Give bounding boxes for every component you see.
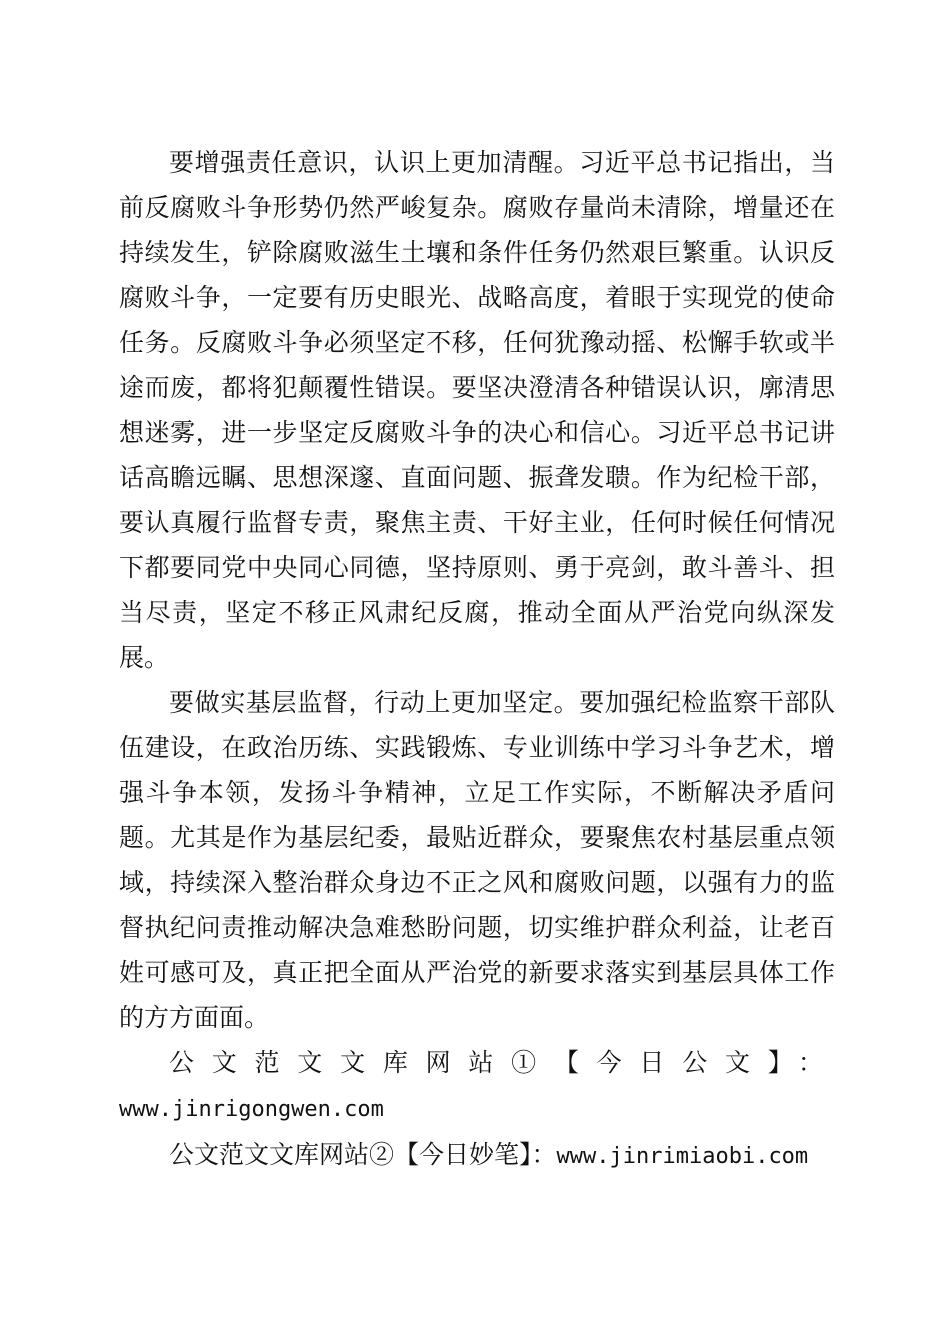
footer-link-1-label: 公文范文文库网站①【今日公文】： [169,1048,835,1077]
footer-link-1-url[interactable]: www.jinrigongwen.com [119,1097,384,1122]
footer-link-2-label: 公文范文文库网站②【今日妙笔】： [169,1140,557,1169]
footer-link-2 [119,1132,835,1179]
paragraph-2: 要做实基层监督，行动上更加坚定。要加强纪检监察干部队伍建设，在政治历练、实践锻炼、专业训练中学习斗争艺术，增强斗争本领，发扬斗争精神，立足工作实际，不断解决矛盾问题。尤其是作为基层纪委，最贴近群众，要聚焦农村基层重点领域，持续深入整治群众身边不正之风和腐败问题，以强有力的监督执纪问责推动解决急难愁盼问题，切实维护群众利益，让老百姓可感可及，真正把全面从严治党的新要求落实到基层具体工作的方方面面。 [119,688,835,1032]
footer-link-1 [119,1040,835,1132]
footer-link-2-url[interactable]: www.jinrimiaobi.com [556,1144,809,1169]
paragraph-1: 要增强责任意识，认识上更加清醒。习近平总书记指出，当前反腐败斗争形势仍然严峻复杂。腐败存量尚未清除，增量还在持续发生，铲除腐败滋生土壤和条件任务仍然艰巨繁重。认识反腐败斗争，一定要有历史眼光、战略高度，着眼于实现党的使命任务。反腐败斗争必须坚定不移，任何犹豫动摇、松懈手软或半途而废，都将犯颠覆性错误。要坚决澄清各种错误认识，廓清思想迷雾，进一步坚定反腐败斗争的决心和信心。习近平总书记讲话高瞻远瞩、思想深邃、直面问题、振聋发聩。作为纪检干部，要认真履行监督专责，聚焦主责、干好主业，任何时候任何情况下都要同党中央同心同德，坚持原则、勇于亮剑，敢斗善斗、担当尽责，坚定不移正风肃纪反腐，推动全面从严治党向纵深发展。 [119,148,835,672]
document-body [119,140,835,1179]
